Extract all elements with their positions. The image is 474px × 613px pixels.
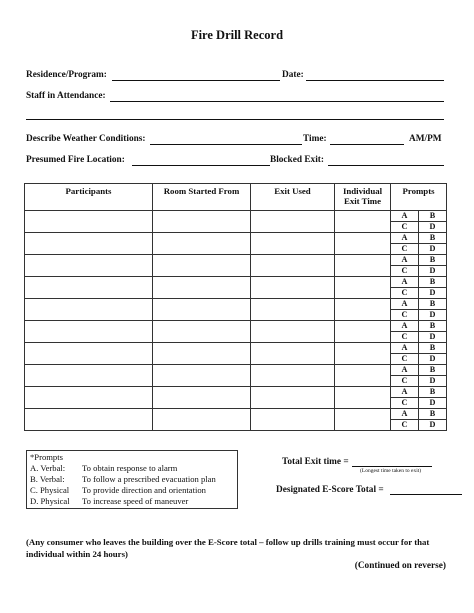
fire-location-field[interactable] [132,165,270,166]
participant-cell[interactable] [25,343,153,365]
exit-time-cell[interactable] [335,387,391,409]
room-cell[interactable] [153,321,251,343]
prompt-letter-cell[interactable]: B [419,387,447,398]
weather-field[interactable] [150,144,302,145]
prompt-letter-cell[interactable]: C [391,398,419,409]
prompt-letter-cell[interactable]: D [419,376,447,387]
prompt-letter-cell[interactable]: B [419,299,447,310]
total-exit-note: (Longest time taken to exit) [360,468,422,474]
exit-used-cell[interactable] [251,365,335,387]
prompt-letter-cell[interactable]: A [391,255,419,266]
prompt-item: C. Physical To provide direction and orientation [30,485,206,495]
participant-cell[interactable] [25,409,153,431]
prompt-item: B. Verbal: To follow a prescribed evacuation plan [30,474,216,484]
date-label: Date: [282,70,304,80]
follow-up-note: (Any consumer who leaves the building over the E-Score total – follow up drills training must occur for that individual within 24 hours) [26,537,430,559]
exit-time-cell[interactable] [335,255,391,277]
prompts-legend [26,450,238,509]
prompt-letter-cell[interactable]: B [419,321,447,332]
room-cell[interactable] [153,299,251,321]
exit-used-cell[interactable] [251,233,335,255]
exit-used-cell[interactable] [251,277,335,299]
participants-table [24,183,447,431]
time-label: Time: [303,134,327,144]
participant-cell[interactable] [25,387,153,409]
prompt-letter-cell[interactable]: A [391,409,419,420]
header-individual-exit-time: Individual Exit Time [335,184,391,211]
exit-used-cell[interactable] [251,343,335,365]
prompt-item: D. Physical To increase speed of maneuver [30,496,189,506]
prompt-letter-cell[interactable]: D [419,310,447,321]
table-row [25,277,447,288]
residence-label: Residence/Program: [26,70,107,80]
exit-time-cell[interactable] [335,211,391,233]
exit-time-cell[interactable] [335,233,391,255]
prompt-letter-cell[interactable]: A [391,321,419,332]
participant-cell[interactable] [25,255,153,277]
staff-label: Staff in Attendance: [26,91,106,101]
participant-cell[interactable] [25,299,153,321]
exit-time-cell[interactable] [335,277,391,299]
prompt-letter-cell[interactable]: C [391,266,419,277]
exit-used-cell[interactable] [251,387,335,409]
exit-used-cell[interactable] [251,255,335,277]
total-exit-label: Total Exit time = [282,457,349,467]
table-header-row [25,184,447,211]
fire-location-label: Presumed Fire Location: [26,155,125,165]
prompt-letter-cell[interactable]: C [391,222,419,233]
staff-field[interactable] [110,101,444,102]
prompt-letter-cell[interactable]: A [391,343,419,354]
escore-label: Designated E-Score Total = [276,485,384,495]
prompt-letter-cell[interactable]: B [419,277,447,288]
exit-used-cell[interactable] [251,299,335,321]
prompt-letter-cell[interactable]: B [419,211,447,222]
prompt-letter-cell[interactable]: C [391,310,419,321]
table-row [25,409,447,420]
page-title: Fire Drill Record [190,28,284,42]
prompt-letter-cell[interactable]: A [391,211,419,222]
table-row [25,321,447,332]
prompt-letter-cell[interactable]: C [391,288,419,299]
ampm-label: AM/PM [409,134,442,144]
prompt-letter-cell[interactable]: A [391,365,419,376]
escore-field[interactable] [390,494,462,495]
exit-used-cell[interactable] [251,409,335,431]
participant-cell[interactable] [25,365,153,387]
exit-time-cell[interactable] [335,365,391,387]
room-cell[interactable] [153,365,251,387]
prompt-letter-cell[interactable]: A [391,299,419,310]
exit-time-cell[interactable] [335,321,391,343]
exit-time-cell[interactable] [335,409,391,431]
room-cell[interactable] [153,233,251,255]
prompt-letter-cell[interactable]: D [419,398,447,409]
prompt-letter-cell[interactable]: B [419,343,447,354]
prompt-letter-cell[interactable]: A [391,233,419,244]
prompt-letter-cell[interactable]: D [419,222,447,233]
prompt-letter-cell[interactable]: B [419,255,447,266]
table-row [25,299,447,310]
prompt-letter-cell[interactable]: D [419,266,447,277]
table-row [25,343,447,354]
participant-cell[interactable] [25,277,153,299]
residence-field[interactable] [112,80,280,81]
table-row [25,365,447,376]
table-row [25,211,447,222]
prompt-letter-cell[interactable]: C [391,244,419,255]
prompt-letter-cell[interactable]: D [419,332,447,343]
prompt-letter-cell[interactable]: B [419,365,447,376]
prompt-letter-cell[interactable]: C [391,420,419,431]
exit-used-cell[interactable] [251,211,335,233]
continued-note: (Continued on reverse) [354,561,446,571]
prompt-item: A. Verbal: To obtain response to alarm [30,463,178,473]
exit-time-cell[interactable] [335,299,391,321]
room-cell[interactable] [153,409,251,431]
prompt-letter-cell[interactable]: D [419,288,447,299]
prompt-letter-cell[interactable]: D [419,244,447,255]
prompt-letter-cell[interactable]: B [419,233,447,244]
header-room-started-from: Room Started From [153,184,251,211]
prompt-letter-cell[interactable]: C [391,332,419,343]
total-exit-field[interactable] [352,466,432,467]
prompt-letter-cell[interactable]: A [391,277,419,288]
prompt-letter-cell[interactable]: D [419,420,447,431]
prompt-letter-cell[interactable]: C [391,354,419,365]
participant-cell[interactable] [25,321,153,343]
participant-cell[interactable] [25,211,153,233]
room-cell[interactable] [153,277,251,299]
prompts-legend-title: *Prompts [30,452,63,462]
prompt-letter-cell[interactable]: A [391,387,419,398]
room-cell[interactable] [153,343,251,365]
weather-label: Describe Weather Conditions: [26,134,146,144]
header-prompts: Prompts [391,184,447,211]
header-participants: Participants [25,184,153,211]
blocked-exit-field[interactable] [328,165,444,166]
participant-cell[interactable] [25,233,153,255]
header-exit-used: Exit Used [251,184,335,211]
date-field[interactable] [306,80,444,81]
exit-used-cell[interactable] [251,321,335,343]
room-cell[interactable] [153,211,251,233]
exit-time-cell[interactable] [335,343,391,365]
prompt-letter-cell[interactable]: B [419,409,447,420]
prompt-letter-cell[interactable]: D [419,354,447,365]
table-row [25,233,447,244]
time-field[interactable] [330,144,404,145]
prompt-letter-cell[interactable]: C [391,376,419,387]
blocked-exit-label: Blocked Exit: [270,155,324,165]
room-cell[interactable] [153,387,251,409]
table-row [25,255,447,266]
room-cell[interactable] [153,255,251,277]
staff-field-line-2[interactable] [26,119,444,120]
table-row [25,387,447,398]
